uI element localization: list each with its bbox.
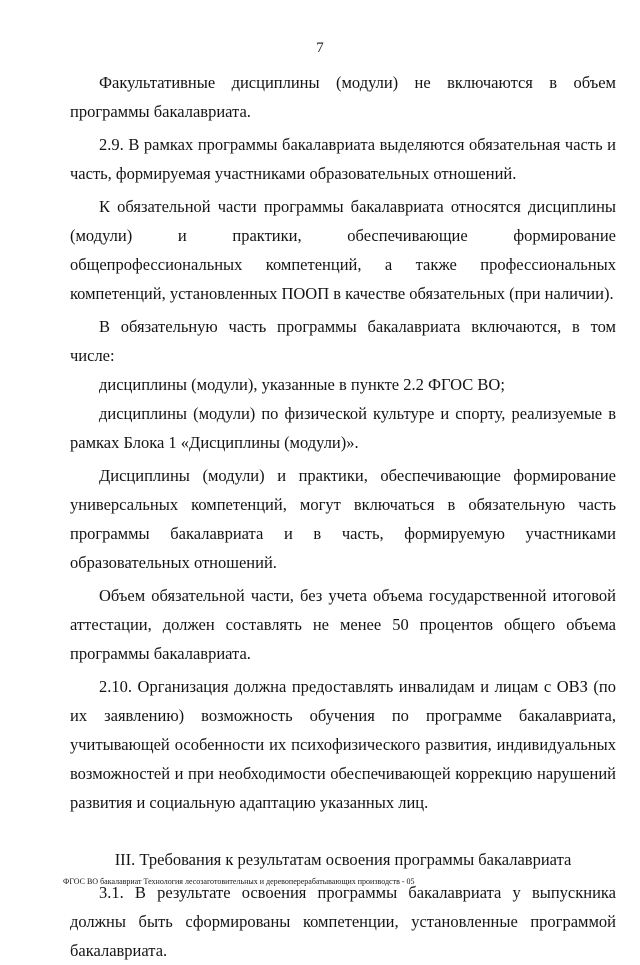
- paragraph-mandatory-part: К обязательной части программы бакалавриата относятся дисциплины (модули) и практики, обеспечивающие формирование общепрофессиональных компетенций, а также профессиональных компетенций, установленных ПООП в качестве обязательных (при наличии).: [70, 197, 616, 303]
- paragraph-2-10: 2.10. Организация должна предоставлять инвалидам и лицам с ОВЗ (по их заявлению) возможность обучения по программе бакалавриата, учитывающей особенности их психофизического развития, индивидуальных возможностей и при необходимости обеспечивающей коррекцию нарушений развития и социальную адаптацию указанных лиц.: [70, 677, 616, 812]
- list-item-disciplines-2-2: дисциплины (модули), указанные в пункте 2.2 ФГОС ВО;: [99, 375, 505, 394]
- paragraph-3-1: 3.1. В результате освоения программы бакалавриата у выпускника должны быть сформированы компетенции, установленные программой бакалавриата.: [70, 883, 616, 960]
- paragraph-volume: Объем обязательной части, без учета объема государственной итоговой аттестации, должен составлять не менее 50 процентов общего объема программы бакалавриата.: [70, 586, 616, 663]
- paragraph-facultative: Факультативные дисциплины (модули) не включаются в объем программы бакалавриата.: [70, 73, 616, 121]
- page-number: 7: [316, 40, 324, 56]
- section-heading: III. Требования к результатам освоения программы бакалавриата: [114, 850, 572, 869]
- paragraph-included: В обязательную часть программы бакалавриата включаются, в том числе:: [70, 317, 616, 365]
- paragraph-2-9: 2.9. В рамках программы бакалавриата выделяются обязательная часть и часть, формируемая участниками образовательных отношений.: [70, 135, 616, 183]
- document-body: [70, 68, 616, 965]
- list-item-physical-culture: дисциплины (модули) по физической культуре и спорту, реализуемые в рамках Блока 1 «Дисциплины (модули)».: [70, 404, 616, 452]
- document-footer: ФГОС ВО бакалавриат Технология лесозаготовительных и деревоперерабатывающих производств - 05: [63, 877, 415, 886]
- paragraph-universal-competences: Дисциплины (модули) и практики, обеспечивающие формирование универсальных компетенций, могут включаться в обязательную часть программы бакалавриата и в часть, формируемую участниками образовательных отношений.: [70, 466, 616, 572]
